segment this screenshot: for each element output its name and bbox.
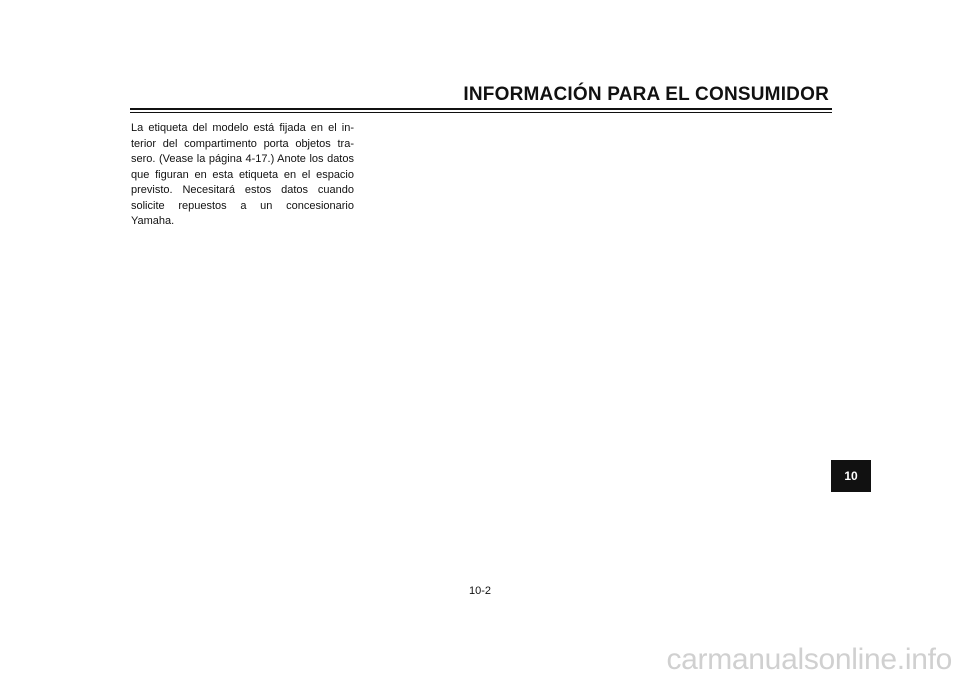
watermark: carmanualsonline.info [666, 643, 952, 676]
header-rule-thick [130, 108, 832, 110]
page-number: 10-2 [468, 585, 492, 597]
page-title: INFORMACIÓN PARA EL CONSUMIDOR [463, 84, 829, 105]
chapter-tab-label: 10 [844, 469, 858, 483]
body-paragraph: La etiqueta del modelo está fijada en el interior del compartimento porta objetos trasero. (Vease la página 4-17.) Anote los datos que figuran en esta etiqueta en el espacio previsto. Necesitará estos datos cuando solicite repuestos a un concesionario Yamaha. [131, 122, 354, 227]
chapter-tab [831, 460, 871, 492]
header-rule-thin [130, 112, 832, 113]
